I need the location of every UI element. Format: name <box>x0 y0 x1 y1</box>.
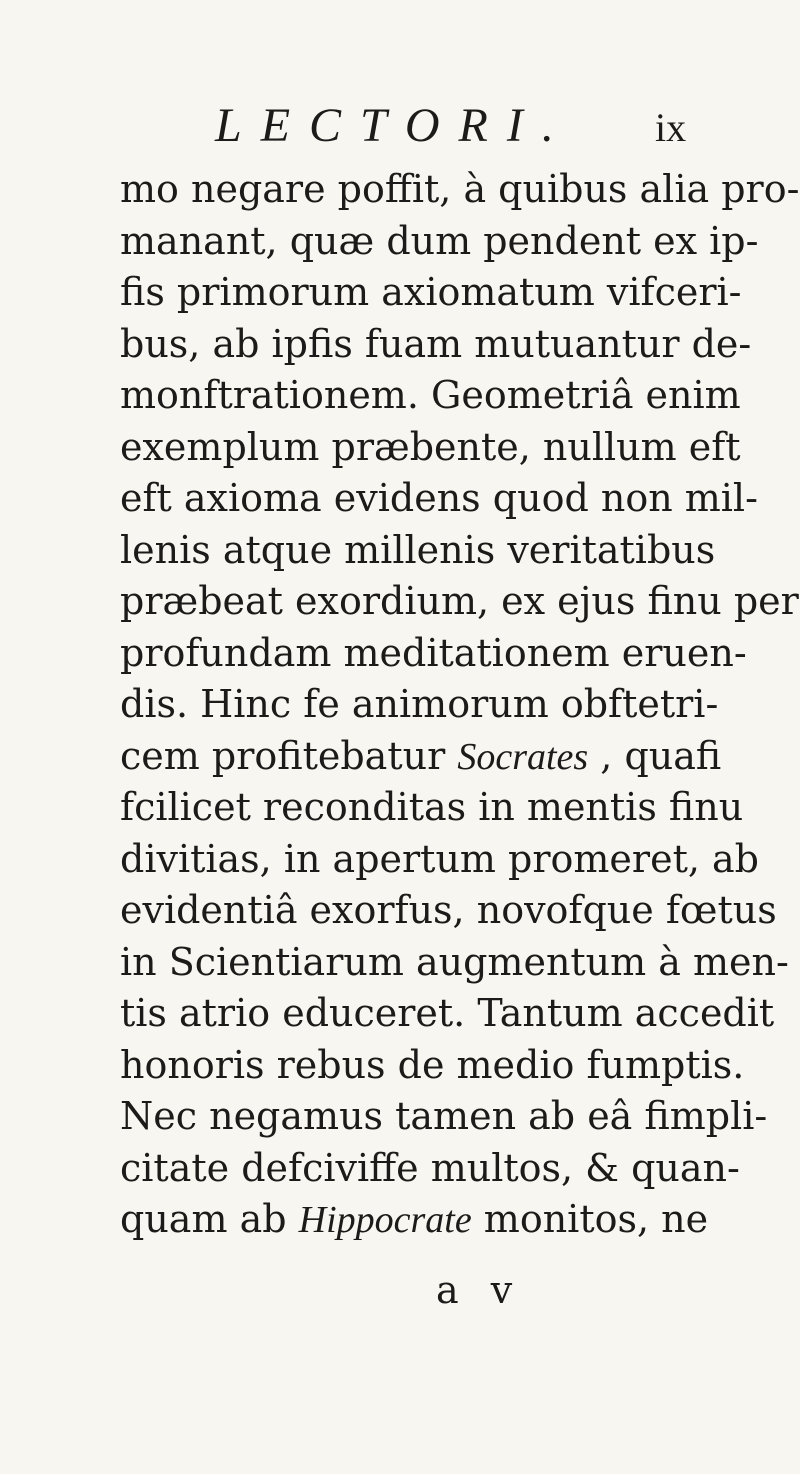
text-line: Nec negamus tamen ab eâ fimpli- <box>120 1094 768 1138</box>
text-line: manant, quæ dum pendent ex ip- <box>120 218 759 263</box>
italic-name-socrates: Socrates <box>457 735 589 778</box>
page-header <box>215 100 695 160</box>
text-line: eft axioma evidens quod non mil- <box>120 476 758 520</box>
italic-name-hippocrate: Hippocrate <box>298 1199 472 1241</box>
running-title: LECTORI. <box>215 99 573 152</box>
text-line: citate defciviffe multos, & quan- <box>120 1145 740 1190</box>
text-line: evidentiâ exorfus, novofque fœtus <box>120 888 777 932</box>
text-line: tis atrio educeret. Tantum accedit <box>120 991 775 1035</box>
text-line: dis. Hinc fe animorum obftetri- <box>120 682 719 726</box>
text-line: divitias, in apertum promeret, ab <box>120 836 759 881</box>
text-line: exemplum præbente, nullum eft <box>120 424 741 469</box>
signature-mark: a v <box>436 1268 523 1312</box>
page-number: ix <box>655 105 687 150</box>
text-line: mo negare poffit, à quibus alia pro- <box>120 167 800 211</box>
text-line: fcilicet reconditas in mentis finu <box>120 785 744 829</box>
text-line: cem profitebatur Socrates , quafi <box>120 733 722 778</box>
text-line: præbeat exordium, ex ejus finu per <box>120 579 799 623</box>
text-line: profundam meditationem eruen- <box>120 630 747 675</box>
text-line: fis primorum axiomatum vifceri- <box>120 270 742 314</box>
text-line: bus, ab ipfis fuam mutuantur de- <box>120 321 752 366</box>
body-text <box>120 164 800 1246</box>
text-line: quam ab Hippocrate monitos, ne <box>120 1197 709 1241</box>
text-line: honoris rebus de medio fumptis. <box>120 1042 745 1087</box>
text-line: monftrationem. Geometriâ enim <box>120 373 741 417</box>
text-line: in Scientiarum augmentum à men- <box>120 939 789 984</box>
text-line: lenis atque millenis veritatibus <box>120 527 716 572</box>
